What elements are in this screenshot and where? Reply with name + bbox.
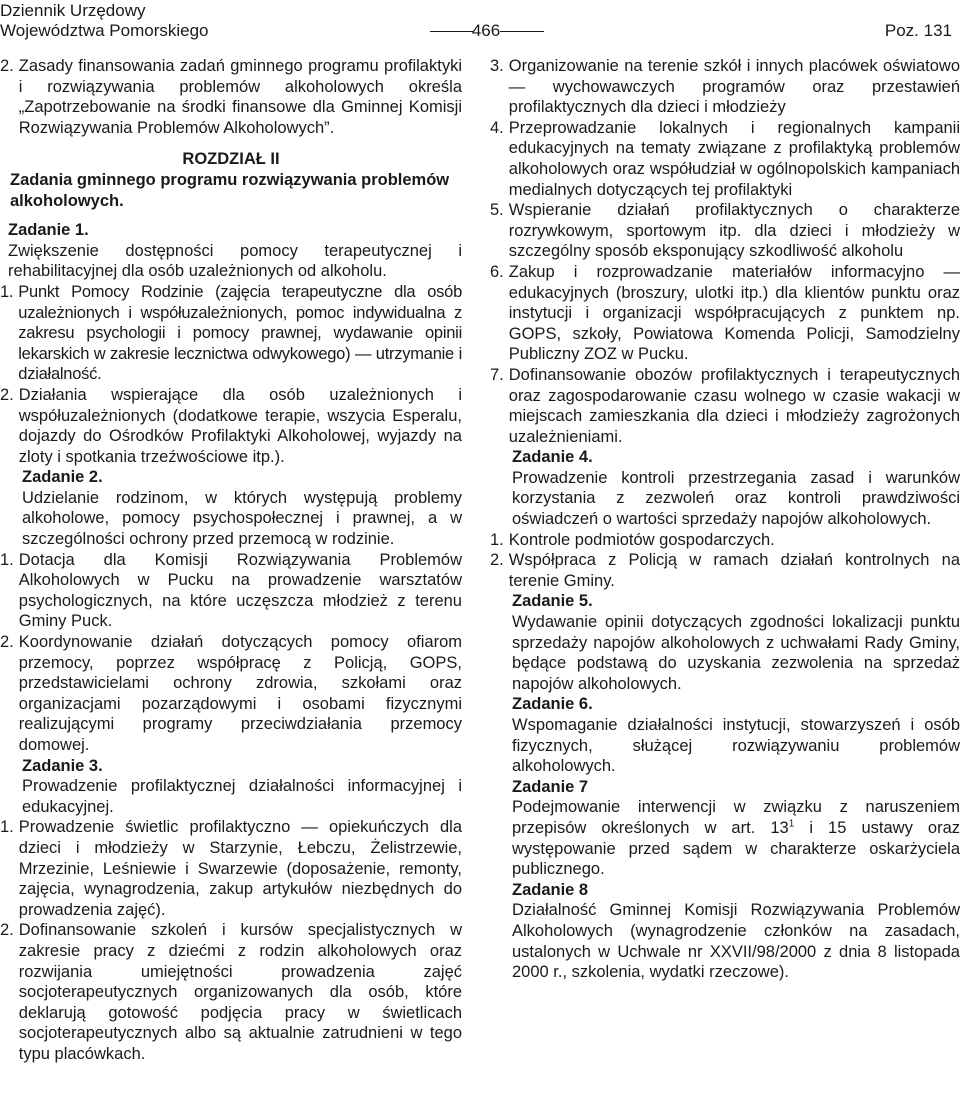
item-text: Punkt Pomocy Rodzinie (zajęcia terapeutyczne dla osób uzależnionych i współuzależnionych, pomoc indywidualna z zakresu psychologii i pomocy prawnej, wydawanie opinii lekarskich w zakresie lecznictwa odwykowego) — utrzymanie i działalność. [18, 282, 462, 384]
page-header [0, 0, 960, 44]
superscript: 1 [788, 818, 795, 830]
list-item [490, 262, 960, 365]
list-item [490, 118, 960, 200]
item-number: 2. [0, 921, 14, 940]
item-text: Zakup i rozprowadzanie materiałów informacyjno — edukacyjnych (broszury, ulotki itp.) dla klientów punktu oraz instytucji i organizacji współpracujących z punktem np. GOPS, szkoły, Powiatowa Komenda Policji, Samodzielny Publiczny ZOZ w Pucku. [508, 262, 960, 364]
item-text: Przeprowadzanie lokalnych i regionalnych kampanii edukacyjnych na tematy związane z profilaktyką problemów alkoholowych oraz współudział w ogólnopolskich kampaniach medialnych dotyczących tej profilaktyki [508, 118, 960, 199]
right-column [490, 56, 960, 983]
list-item [490, 200, 960, 262]
task-heading: Zadanie 6. [512, 695, 593, 714]
task-heading: Zadanie 4. [512, 448, 593, 467]
task-heading: Zadanie 8 [512, 880, 589, 899]
task-heading: Zadanie 5. [512, 592, 593, 611]
task-description: Działalność Gminnej Komisji Rozwiązywania Problemów Alkoholowych (wynagrodzenie członków na zasadach, ustalonych w Uchwale nr XXVII/98/2000 z dnia 8 listopada 2000 r., szkolenia, wydatki rzeczowe). [512, 901, 960, 982]
task-heading: Zadanie 1. [8, 221, 89, 240]
list-item [490, 530, 960, 551]
chapter-title: ROZDZIAŁ II [182, 150, 280, 169]
list-item [0, 920, 462, 1064]
item-number: 5. [490, 201, 504, 220]
item-number: 2. [0, 385, 14, 404]
list-item [490, 365, 960, 447]
task-description: Prowadzenie profilaktycznej działalności informacyjnej i edukacyjnej. [22, 777, 462, 816]
item-number: 3. [490, 57, 504, 75]
list-item [0, 282, 462, 385]
task-heading: Zadanie 3. [22, 756, 103, 775]
task-description-part: i 15 ustawy oraz występowanie przed sądem w charakterze oskarżyciela publicznego. [512, 818, 960, 879]
item-text: Wspieranie działań profilaktycznych o charakterze rozrywkowym, sportowym itp. dla dzieci i młodzieży w szczególny sposób eksponujący szkodliwość alkoholu [508, 201, 960, 261]
left-column [0, 56, 462, 1065]
item-text: Zasady finansowania zadań gminnego programu profilaktyki i rozwiązywania problemów alkoholowych określa „Zapotrzebowanie na środki finansowe dla Gminnej Komisji Rozwiązywania Problemów Alkoholowych”. [18, 57, 462, 137]
item-number: 7. [490, 365, 504, 384]
item-text: Kontrole podmiotów gospodarczych. [508, 530, 775, 549]
list-item [490, 550, 960, 591]
task-heading: Zadanie 7 [512, 777, 589, 796]
task-description: Wspomaganie działalności instytucji, stowarzyszeń i osób fizycznych, służącej rozwiązywaniu problemów alkoholowych. [512, 716, 960, 776]
item-number: 6. [490, 262, 504, 281]
item-number: 2. [490, 551, 504, 570]
task-description: Wydawanie opinii dotyczących zgodności lokalizacji punktu sprzedaży napojów alkoholowych z uchwałami Rady Gminy, będące podstawą do uzyskania zezwolenia na sprzedaż napojów alkoholowych. [512, 613, 960, 693]
page-number: 466 [471, 21, 501, 40]
task-description: Prowadzenie kontroli przestrzegania zasad i warunków korzystania z zezwoleń oraz kontroli prawdziwości oświadczeń o wartości sprzedaży napojów alkoholowych. [512, 468, 960, 529]
item-number: 1. [490, 530, 504, 549]
item-text: Dofinansowanie szkoleń i kursów specjalistycznych w zakresie pracy z dziećmi z rodzin alkoholowych oraz rozwijania umiejętności prowadzenia zajęć socjoterapeutycznych organizowanych dla osób, które deklarują gotowość podjęcia pracy w świetlicach socjoterapeutycznych albo są aktualnie zatrudnieni w tego typu placówkach. [18, 921, 462, 1063]
item-text: Dotacja dla Komisji Rozwiązywania Problemów Alkoholowych w Pucku na prowadzenie warsztatów psychologicznych, na które uczęszcza młodzież z terenu Gminy Puck. [18, 550, 462, 631]
item-number: 1. [0, 550, 14, 569]
task-description: Zwiększenie dostępności pomocy terapeutycznej i rehabilitacyjnej dla osób uzależnionych od alkoholu. [8, 241, 462, 281]
task-heading: Zadanie 2. [22, 468, 103, 487]
item-text: Organizowanie na terenie szkół i innych placówek oświatowo — wychowawczych programów oraz przestawień profilaktycznych dla dzieci i młodzieży [508, 57, 960, 117]
position-number: Poz. 131 [884, 21, 952, 40]
task-description [490, 797, 960, 879]
item-text: Działania wspierające dla osób uzależnionych i współuzależnionych (dodatkowe terapie, wszycia Esperalu, dojazdy do Ośrodków Profilaktyki Alkoholowej, wyjazdy na zloty i spotkania trzeźwościowe itp.). [18, 385, 462, 466]
list-item [0, 550, 462, 632]
task-description-part: Podejmowanie interwencji w związku z naruszeniem przepisów określonych w art. 13 [512, 798, 960, 837]
list-item [0, 817, 462, 920]
item-text: Prowadzenie świetlic profilaktyczno — opiekuńczych dla dzieci i młodzieży w Starzynie, Łebczu, Żelistrzewie, Mrzezinie, Leśniewie i Swarzewie (doposażenie, remonty, zajęcia, wynagrodzenia, zakup artykułów niezbędnych do prowadzenia zajęć). [18, 818, 462, 919]
header-dash-right [500, 31, 544, 32]
item-text: Współpraca z Policją w ramach działań kontrolnych na terenie Gminy. [508, 551, 960, 590]
list-item [0, 385, 462, 467]
publication-title: Dziennik Urzędowy Województwa Pomorskiego [0, 1, 209, 40]
list-item [490, 56, 960, 118]
item-number: 1. [0, 282, 14, 301]
item-text: Koordynowanie działań dotyczących pomocy ofiarom przemocy, poprzez współpracę z Policją, GOPS, przedstawicielami ochrony zdrowia, szkołami oraz organizacjami pozarządowymi i osobami fizycznymi realizującymi programy przeciwdziałania przemocy domowej. [18, 633, 462, 754]
item-number: 2. [0, 633, 14, 652]
task-description: Udzielanie rodzinom, w których występują problemy alkoholowe, pomocy psychospołecznej i prawnej, a w szczególności ochrony przed przemocą w rodzinie. [22, 488, 462, 549]
item-text: Dofinansowanie obozów profilaktycznych i terapeutycznych oraz zagospodarowanie czasu wolnego w czasie wakacji w miejscach zamieszkania dla dzieci i młodzieży zagrożonych uzależnieniami. [508, 365, 960, 446]
chapter-subtitle: Zadania gminnego programu rozwiązywania problemów alkoholowych. [10, 170, 450, 210]
list-item [0, 632, 462, 756]
item-number: 1. [0, 818, 14, 837]
item-number: 4. [490, 118, 504, 137]
item-number: 2. [0, 57, 14, 75]
list-item [0, 56, 462, 138]
